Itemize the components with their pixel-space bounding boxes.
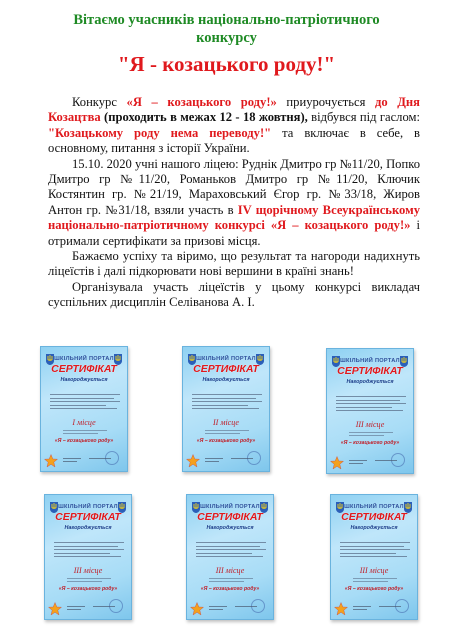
motto: "Козацькому роду нема переводу!" bbox=[48, 125, 272, 140]
certificates-grid bbox=[0, 342, 453, 640]
certificate-portal: ШКІЛЬНИЙ ПОРТАЛ bbox=[340, 358, 400, 364]
certificate-award: Нагороджується bbox=[206, 525, 254, 531]
certificate-signature-lines bbox=[191, 457, 263, 463]
certificate-award: Нагороджується bbox=[202, 377, 250, 383]
certificate-portal: ШКІЛЬНИЙ ПОРТАЛ bbox=[54, 356, 114, 362]
certificate-portal: ШКІЛЬНИЙ ПОРТАЛ bbox=[58, 504, 118, 510]
certificate-card bbox=[330, 494, 418, 620]
paragraph-intro bbox=[48, 95, 420, 157]
holiday-name: до Дня Козацтва bbox=[48, 95, 421, 125]
text-span: і отримали сертифікати за призові місця. bbox=[48, 218, 420, 248]
certificate-title: СЕРТИФІКАТ bbox=[197, 511, 263, 523]
certificate-place: III місце bbox=[73, 566, 103, 575]
certificate-place: II місце bbox=[213, 418, 239, 427]
text-span: та включає в себе, в основному, питання з історії України. bbox=[48, 125, 421, 156]
certificate-place: III місце bbox=[355, 420, 385, 429]
certificate-title: СЕРТИФІКАТ bbox=[193, 363, 259, 375]
certificate-card bbox=[186, 494, 274, 620]
certificate-place: I місце bbox=[72, 418, 96, 427]
certificate-signature-lines bbox=[339, 605, 411, 611]
certificate-portal: ШКІЛЬНИЙ ПОРТАЛ bbox=[196, 356, 256, 362]
heading-line-2: конкурсу bbox=[196, 30, 257, 46]
certificate-contest: «Я – козацького роду» bbox=[200, 586, 260, 592]
certificate-portal: ШКІЛЬНИЙ ПОРТАЛ bbox=[344, 504, 404, 510]
certificate-title: СЕРТИФІКАТ bbox=[337, 365, 403, 377]
heading-title: "Я - козацького роду!" bbox=[117, 52, 336, 76]
date-range: (проходить в межах 12 - 18 жовтня), bbox=[100, 110, 308, 125]
certificate-signature-lines bbox=[53, 605, 125, 611]
certificate-body-lines bbox=[340, 542, 410, 560]
certificate-place: III місце bbox=[359, 566, 389, 575]
certificate-sub-lines bbox=[349, 432, 393, 438]
certificate-body-lines bbox=[50, 394, 120, 412]
certificate-body-lines bbox=[54, 542, 124, 560]
certificate-sub-lines bbox=[209, 578, 253, 584]
certificate-body-lines bbox=[336, 396, 406, 414]
paragraph-participants bbox=[48, 157, 420, 249]
certificate-card bbox=[182, 346, 270, 472]
certificate-contest: «Я – козацького роду» bbox=[54, 438, 114, 444]
certificate-portal: ШКІЛЬНИЙ ПОРТАЛ bbox=[200, 504, 260, 510]
certificate-body-lines bbox=[192, 394, 262, 412]
certificate-award: Нагороджується bbox=[64, 525, 112, 531]
certificate-contest: «Я – козацького роду» bbox=[340, 440, 400, 446]
certificate-contest: «Я – козацького роду» bbox=[344, 586, 404, 592]
text-span: Конкурс bbox=[72, 95, 127, 109]
paragraph-organizer: Організувала участь ліцеїстів у цьому конкурсі викладач суспільних дисциплін Селіванова А. І. bbox=[48, 279, 420, 310]
certificate-sub-lines bbox=[353, 578, 397, 584]
certificate-sub-lines bbox=[67, 578, 111, 584]
text-span: приурочується bbox=[276, 95, 376, 109]
contest-full-name: IV щорічному Всеукраїнському національно-патріотичному конкурсі «Я – козацького роду!» bbox=[48, 202, 420, 233]
certificate-body-lines bbox=[196, 542, 266, 560]
participants-text: 15.10. 2020 учні нашого ліцею: Руднік Дмитро гр №11/20, Попко Дмитро гр №11/20, Романьков Дмитро гр №11/20, Ключик Костянтин гр. №21/19, Мараховський Єгор гр. №33/18, Жиров Антон гр. №31/18, взяли участь в bbox=[48, 156, 420, 217]
certificate-sub-lines bbox=[205, 430, 249, 436]
paragraph-wishes: Бажаємо успіху та віримо, що результат та нагороди надихнуть ліцеїстів і далі підкорювати нові вершини в країні знань! bbox=[48, 249, 420, 279]
certificate-sub-lines bbox=[63, 430, 107, 436]
certificate-signature-lines bbox=[335, 459, 407, 465]
certificate-place: III місце bbox=[215, 566, 245, 575]
certificate-signature-lines bbox=[49, 457, 121, 463]
heading-line-1: Вітаємо учасників національно-патріотичного bbox=[73, 12, 380, 28]
certificate-award: Нагороджується bbox=[350, 525, 398, 531]
certificate-card bbox=[326, 348, 414, 474]
contest-name: «Я – козацького роду!» bbox=[126, 95, 277, 109]
certificate-contest: «Я – козацького роду» bbox=[58, 586, 118, 592]
certificate-award: Нагороджується bbox=[346, 379, 394, 385]
certificate-award: Нагороджується bbox=[60, 377, 108, 383]
certificate-title: СЕРТИФІКАТ bbox=[55, 511, 121, 523]
certificate-title: СЕРТИФІКАТ bbox=[341, 511, 407, 523]
certificate-contest: «Я – козацького роду» bbox=[196, 438, 256, 444]
certificate-card bbox=[44, 494, 132, 620]
certificate-card bbox=[40, 346, 128, 472]
certificate-title: СЕРТИФІКАТ bbox=[51, 363, 117, 375]
article-body bbox=[48, 95, 420, 311]
text-span: відбувся під гаслом: bbox=[307, 110, 420, 125]
certificate-signature-lines bbox=[195, 605, 267, 611]
